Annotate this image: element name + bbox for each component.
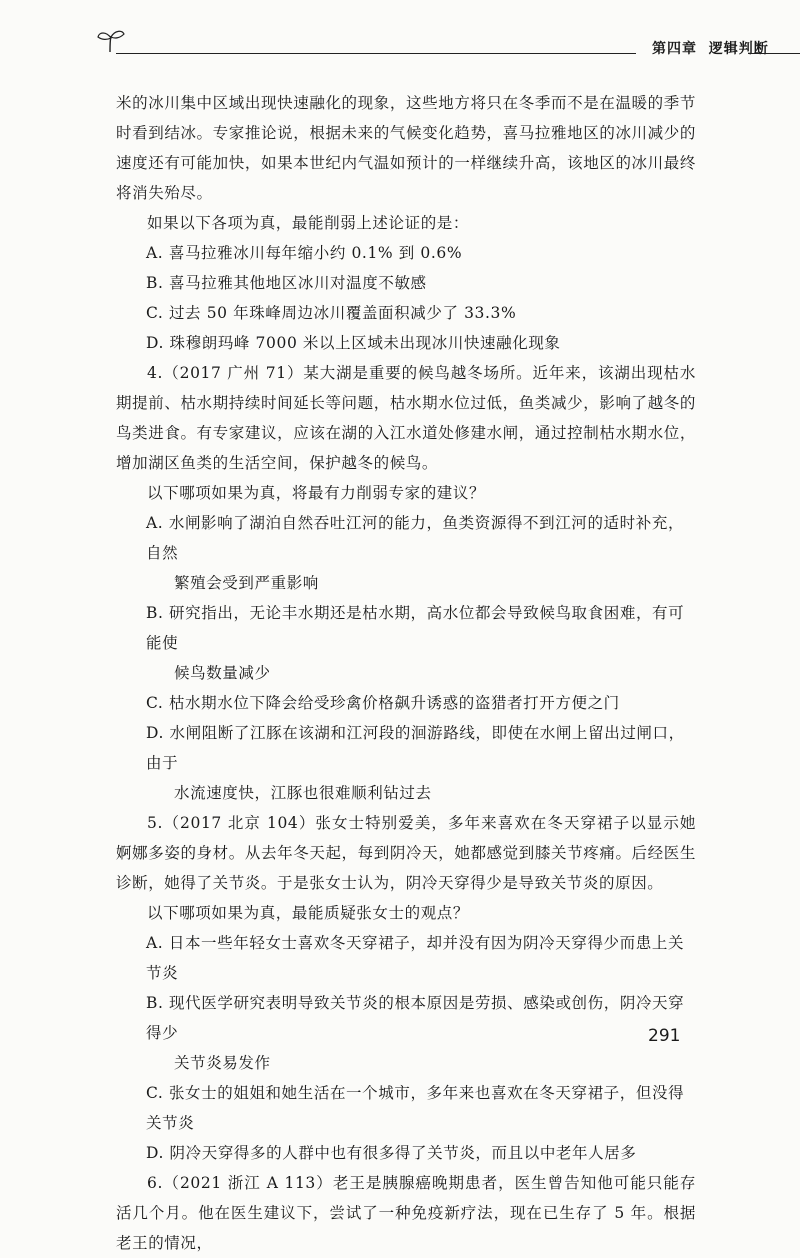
intro-paragraph: 米的冰川集中区域出现快速融化的现象，这些地方将只在冬季而不是在温暖的季节时看到结冰。专家推论说，根据未来的气候变化趋势，喜马拉雅地区的冰川减少的速度还有可能加快，如果本世纪内气温如预计的一样继续升高，该地区的冰川最终将消失殆尽。 (116, 94, 696, 202)
question-5-option-c: C. 张女士的姐姐和她生活在一个城市，多年来也喜欢在冬天穿裙子，但没得关节炎 (146, 1084, 685, 1132)
option-continuation: 水流速度快，江豚也很难顺利钻过去 (174, 784, 432, 802)
question-4-stem: 4.（2017 广州 71）某大湖是重要的候鸟越冬场所。近年来，该湖出现枯水期提前、枯水期持续时间延长等问题，枯水期水位过低，鱼类减少，影响了越冬的鸟类进食。有专家建议，应该在湖的入江水道处修建水闸，通过控制枯水期水位，增加湖区鱼类的生活空间，保护越冬的候鸟。 (116, 364, 696, 472)
header-rule-tail (748, 53, 800, 54)
page-header (96, 28, 769, 58)
option-line: B. 研究指出，无论丰水期还是枯水期，高水位都会导致候鸟取食困难，有可能使 (146, 604, 685, 652)
chapter-number: 第四章 (652, 41, 697, 57)
question-4-option-c: C. 枯水期水位下降会给受珍禽价格飙升诱惑的盗猎者打开方便之门 (146, 694, 620, 712)
header-rule (116, 53, 636, 54)
question-4-prompt: 以下哪项如果为真，将最有力削弱专家的建议？ (147, 484, 486, 502)
question-3-option-a: A. 喜马拉雅冰川每年缩小约 0.1% 到 0.6% (146, 244, 463, 262)
question-3-option-b: B. 喜马拉雅其他地区冰川对温度不敏感 (146, 274, 427, 292)
page-number: 291 (648, 1026, 681, 1046)
question-3-option-d: D. 珠穆朗玛峰 7000 米以上区域未出现冰川快速融化现象 (146, 334, 561, 352)
option-line: B. 现代医学研究表明导致关节炎的根本原因是劳损、感染或创伤，阴冷天穿得少 (146, 994, 685, 1042)
question-5-option-b (146, 988, 696, 1078)
page-body (116, 88, 696, 1258)
option-line: A. 水闸影响了湖泊自然吞吐江河的能力，鱼类资源得不到江河的适时补充，自然 (146, 514, 685, 562)
question-5-stem: 5.（2017 北京 104）张女士特别爱美，多年来喜欢在冬天穿裙子以显示她婀娜多姿的身材。从去年冬天起，每到阴冷天，她都感觉到膝关节疼痛。后经医生诊断，她得了关节炎。于是张女士认为，阴冷天穿得少是导致关节炎的原因。 (116, 814, 696, 892)
option-continuation: 关节炎易发作 (174, 1054, 271, 1072)
option-continuation: 候鸟数量减少 (174, 664, 271, 682)
option-continuation: 繁殖会受到严重影响 (174, 574, 319, 592)
question-4-option-a (146, 508, 696, 598)
section-name: 逻辑判断 (708, 41, 769, 57)
question-6-stem: 6.（2021 浙江 A 113）老王是胰腺癌晚期患者，医生曾告知他可能只能存活几个月。他在医生建议下，尝试了一种免疫新疗法，现在已生存了 5 年。根据老王的情况， (116, 1174, 696, 1252)
option-line: D. 水闸阻断了江豚在该湖和江河段的洄游路线，即使在水闸上留出过闸口，由于 (146, 724, 685, 772)
sprout-icon (96, 28, 126, 54)
question-5-option-a: A. 日本一些年轻女士喜欢冬天穿裙子，却并没有因为阴冷天穿得少而患上关节炎 (146, 934, 685, 982)
question-4-option-d (146, 718, 696, 808)
question-5-prompt: 以下哪项如果为真，最能质疑张女士的观点？ (147, 904, 470, 922)
question-5-option-d: D. 阴冷天穿得多的人群中也有很多得了关节炎，而且以中老年人居多 (146, 1144, 637, 1162)
chapter-title (652, 38, 769, 58)
question-3-prompt: 如果以下各项为真，最能削弱上述论证的是： (147, 214, 470, 232)
question-3-option-c: C. 过去 50 年珠峰周边冰川覆盖面积减少了 33.3% (146, 304, 517, 322)
question-4-option-b (146, 598, 696, 688)
